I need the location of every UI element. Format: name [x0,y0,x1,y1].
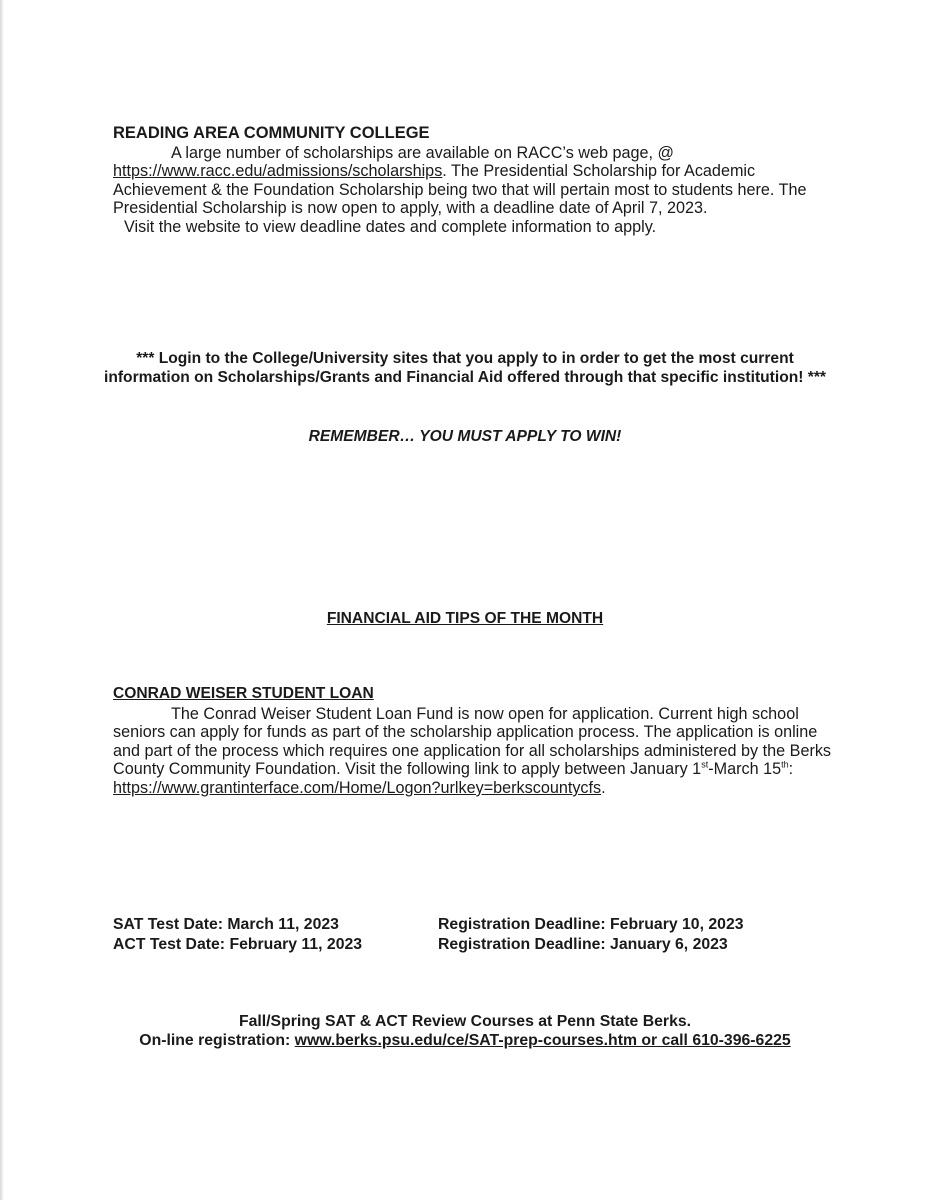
conrad-body-text: The Conrad Weiser Student Loan Fund is now open for application. Current high school seniors can apply for funds as part of the scholarship application process. The application is online and part of the process which requires one application for all scholarships administered by the Berks County Community Foundation. Visit the following link to apply between January 1 [113,704,832,779]
review-courses [100,1012,830,1050]
sat-registration-deadline: Registration Deadline: February 10, 2023 [438,916,744,933]
racc-section [113,124,833,237]
review-prefix: On-line registration: [139,1032,295,1049]
act-test-date: ACT Test Date: February 11, 2023 [113,936,363,953]
conrad-heading: CONRAD WEISER STUDENT LOAN [113,685,374,702]
conrad-paragraph [113,705,833,798]
conrad-sup-st: st [701,759,709,770]
racc-body-text: . The Presidential Scholarship for Academic Achievement & the Foundation Scholarship being two that will pertain most to students here. The Presidential Scholarship is now open to apply, with a deadline date of April 7, 2023. [113,162,807,218]
test-row-act [113,935,833,955]
review-registration-link[interactable]: www.berks.psu.edu/ce/SAT-prep-courses.htm or call 610-396-6225 [294,1032,791,1049]
racc-paragraph [113,144,833,218]
act-registration-deadline: Registration Deadline: January 6, 2023 [438,936,728,953]
conrad-end: . [601,778,606,797]
sat-test-date: SAT Test Date: March 11, 2023 [113,916,339,933]
review-line1: Fall/Spring SAT & ACT Review Courses at Penn State Berks. [238,1013,692,1030]
test-row-sat [113,915,833,935]
conrad-sup-th: th [781,759,789,770]
scan-edge [0,0,4,1200]
login-note: *** Login to the College/University sites that you apply to in order to get the most current information on Scholarships/Grants and Financial Aid offered through that specific institution! *** [104,350,826,387]
racc-intro-text: A large number of scholarships are available on RACC’s web page, @ [171,143,674,162]
remember-note: REMEMBER… YOU MUST APPLY TO WIN! [308,428,622,445]
conrad-section [113,685,833,798]
test-dates [113,915,833,955]
tips-heading: FINANCIAL AID TIPS OF THE MONTH [326,610,604,627]
racc-visit-text: Visit the website to view deadline dates and complete information to apply. [124,217,657,236]
conrad-apply-link[interactable]: https://www.grantinterface.com/Home/Logon?urlkey=berkscountycfs [113,778,602,797]
racc-scholarships-link[interactable]: https://www.racc.edu/admissions/scholarships [113,162,443,181]
review-line2 [100,1031,830,1050]
conrad-mid-text: -March 15 [708,760,782,779]
racc-heading: READING AREA COMMUNITY COLLEGE [113,124,430,142]
conrad-colon: : [788,760,794,779]
